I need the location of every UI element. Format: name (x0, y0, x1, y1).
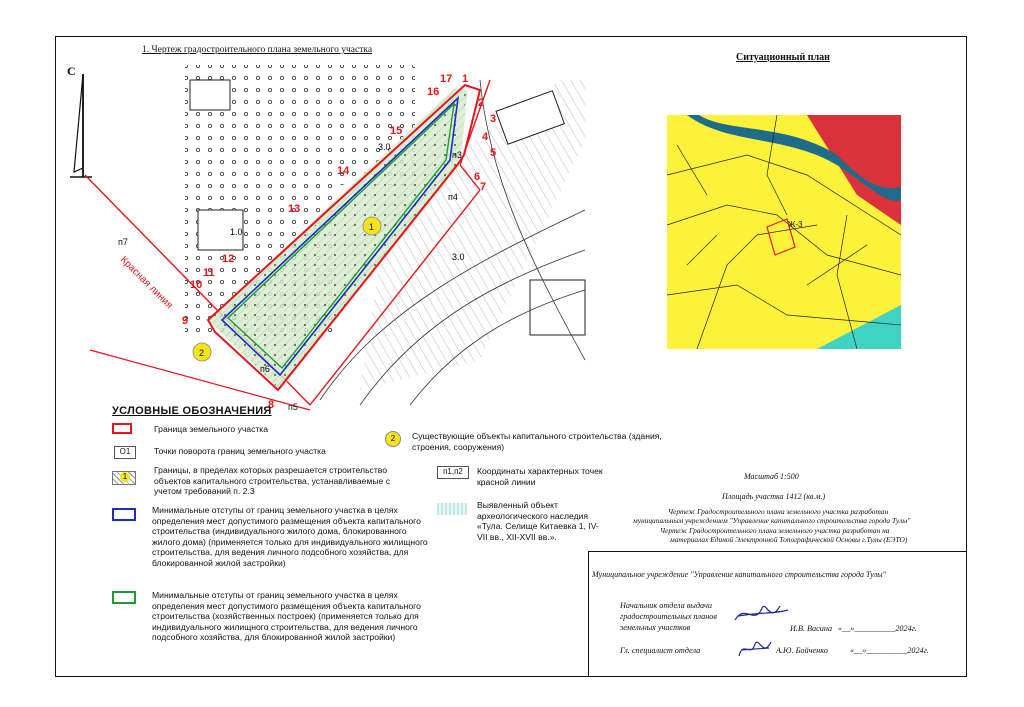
boundary-point-1: 1 (462, 73, 469, 85)
boundary-point-9: 9 (182, 315, 189, 327)
stamp-role2: Гл. специалист отдела (620, 646, 701, 655)
boundary-point-5: 5 (490, 147, 497, 159)
boundary-point-12: 12 (222, 253, 235, 265)
legend-heritage-text: Выявленный объект археологического наследия «Тула. Селище Китаевка 1, IV-VII вв., XII-XVII вв.». (477, 500, 599, 542)
boundary-point-3: 3 (490, 113, 497, 125)
stamp-role1c: земельных участков (620, 623, 691, 632)
red-line-label: Красная линия (117, 254, 175, 312)
legend-boundary-swatch (112, 423, 132, 434)
boundary-point-15: 15 (390, 125, 403, 137)
north-label: С (67, 64, 76, 78)
legend-blue-swatch (112, 508, 136, 521)
legend-points-symbol: О1 (114, 446, 136, 459)
boundary-point-17: 17 (440, 73, 453, 85)
stamp-org: Муниципальное учреждение "Управление капитального строительства города Тулы" (592, 570, 886, 579)
boundary-point-10: 10 (190, 279, 203, 291)
boundary-point-16: 16 (427, 86, 440, 98)
red-point-p3: п3 (452, 150, 462, 160)
stamp-role1a: Начальник отдела выдачи (620, 601, 712, 610)
legend-buildzone-text: Границы, в пределах которых разрешается строительство объектов капитального строительства, устанавливаемые с учетом требований п. 2.3 (154, 465, 390, 497)
dim-label: 3.0 (452, 252, 465, 262)
legend-green-swatch (112, 591, 136, 604)
boundary-point-13: 13 (288, 203, 301, 215)
boundary-point-14: 14 (337, 165, 350, 177)
scale-label: Масштаб 1:500 (744, 472, 799, 481)
note-1: Чертеж Градостроительного плана земельного участка разработан (668, 507, 889, 516)
site-plan-map (60, 60, 590, 420)
drawing-title: 1. Чертеж градостроительного плана земельного участка (142, 45, 373, 55)
legend-existing-symbol: 2 (385, 431, 401, 447)
boundary-point-8: 8 (268, 399, 275, 411)
stamp-role1b: градостроительных планов (620, 612, 717, 621)
red-point-p4: п4 (448, 192, 458, 202)
legend-title: УСЛОВНЫЕ ОБОЗНАЧЕНИЯ (112, 405, 272, 417)
situation-plan-map (667, 115, 901, 349)
object-marker-1-label: 1 (369, 222, 375, 232)
note-4: материалах Единой Электронной Топографической Основы г.Тулы (ЕЭТО) (670, 535, 908, 544)
boundary-point-4: 4 (482, 131, 489, 143)
legend-heritage-swatch (437, 503, 467, 515)
signature-1 (730, 598, 790, 628)
legend-redpts-symbol: п1,п2 (437, 466, 469, 479)
note-2: муниципальным учреждением "Управление капитального строительства города Тулы" (633, 516, 911, 525)
stamp-date2: «__»__________2024г. (850, 646, 929, 655)
stamp-name1: И.В. Васина (790, 624, 833, 633)
situation-title: Ситуационный план (736, 52, 830, 63)
red-point-p6: п6 (260, 364, 270, 374)
legend-buildzone-symbol: 1 (120, 472, 130, 482)
stamp-date1: «__»__________2024г. (838, 624, 917, 633)
area-label: Площадь участка 1412 (кв.м.) (722, 492, 826, 501)
note-3: Чертеж Градостроительного плана земельного участка разработан на (660, 526, 890, 535)
legend-boundary-text: Граница земельного участка (154, 424, 269, 434)
boundary-point-6: 6 (474, 171, 481, 183)
red-point-p7: п7 (118, 237, 128, 247)
dim-label: 3.0 (378, 142, 391, 152)
legend-blue-text: Минимальные отступы от границ земельного участка в целях определения мест допустимого размещения объекта капитального строительства (индивидуального жилого дома, блокированного жилого дома) (применяется только для индивидуального жилищного строительства, для ведения личного подсобного хозяйства, для блокированной жилой застройки) (152, 505, 428, 568)
legend-redpts-text: Координаты характерных точек красной линии (477, 466, 603, 487)
dim-label: 1.0 (230, 227, 243, 237)
boundary-point-2: 2 (478, 97, 485, 109)
legend-existing-text: Существующие объекты капитального строительства (здания, строения, сооружения) (412, 431, 662, 452)
signature-2 (735, 636, 775, 662)
legend-green-text: Минимальные отступы от границ земельного участка в целях определения мест допустимого размещения объекта капитального строительства (хозяйственных построек) (применяется только для индивидуального жилищного строительства, для ведения личного подсобного хозяйства, для блокированной жилой застройки) (152, 590, 421, 643)
boundary-point-7: 7 (480, 181, 487, 193)
red-point-p5: п5 (288, 402, 298, 412)
legend-points-text: Точки поворота границ земельного участка (154, 446, 326, 456)
zone-label: Ж-3 (788, 220, 803, 229)
boundary-point-11: 11 (203, 267, 215, 279)
object-marker-2-label: 2 (199, 348, 205, 358)
stamp-name2: А.Ю. Бойченко (776, 646, 828, 655)
